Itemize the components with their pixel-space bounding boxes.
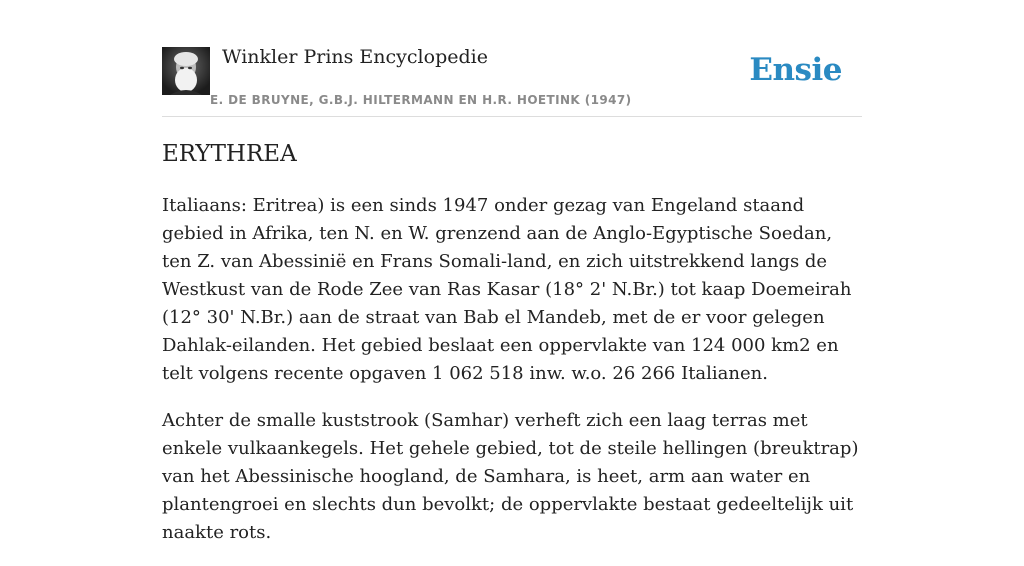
site-name[interactable]: Winkler Prins Encyclopedie: [222, 46, 488, 68]
page: [162, 0, 862, 543]
header: [162, 0, 862, 117]
article-paragraph: Achter de smalle kuststrook (Samhar) verheft zich een laag terras met enkele vulkaankegels. Het gehele gebied, tot de steile hellingen (breuktrap) van het Abessinische hoogland, de Samhara, is heet, arm aan water en plantengroei en slechts dun bevolkt; de oppervlakte bestaat gedeeltelijk uit naakte rots.: [162, 410, 859, 543]
authors-credit: E. DE BRUYNE, G.B.J. HILTERMANN EN H.R. HOETINK (1947): [210, 93, 632, 107]
ensie-logo[interactable]: Ensie: [749, 52, 842, 88]
article-body: [162, 192, 862, 566]
portrait-image: [162, 47, 210, 95]
article-paragraph: Italiaans: Eritrea) is een sinds 1947 onder gezag van Engeland staand gebied in Afrika, ten N. en W. grenzend aan de Anglo-Egyptische Soedan, ten Z. van Abessinië en Frans Somali-land, en zich uitstrekkend langs de Westkust van de Rode Zee van Ras Kasar (18° 2' N.Br.) tot kaap Doemeirah (12° 30' N.Br.) aan de straat van Bab el Mandeb, met de er voor gelegen Dahlak-eilanden. Het gebied beslaat een oppervlakte van 124 000 km2 en telt volgens recente opgaven 1 062 518 inw. w.o. 26 266 Italianen.: [162, 195, 852, 384]
article-title: ERYTHREA: [162, 141, 297, 167]
avatar[interactable]: [162, 47, 210, 95]
